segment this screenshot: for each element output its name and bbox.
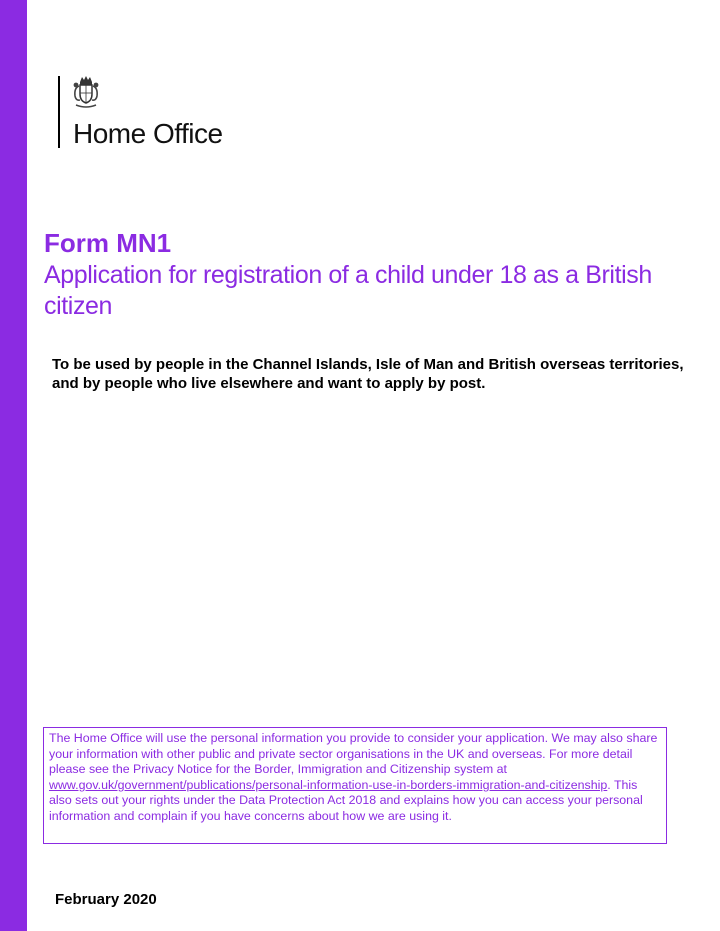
privacy-text-before: The Home Office will use the personal information you provide to consider your application. We may also share your information with other public and private sector organisations in the UK and overseas. For more detail please see the Privacy Notice for the Border, Immigration and Citizenship system at (49, 731, 658, 777)
logo-wordmark: Home Office (73, 118, 223, 149)
privacy-notice-box (43, 727, 667, 844)
intro-text: To be used by people in the Channel Islands, Isle of Man and British overseas territories, and by people who live elsewhere and want to apply by post. (52, 356, 684, 392)
publication-date: February 2020 (55, 891, 157, 908)
privacy-notice-link[interactable]: www.gov.uk/government/publications/personal-information-use-in-borders-immigration-and-citizenship (49, 777, 608, 792)
form-subtitle: Application for registration of a child under 18 as a British citizen (44, 261, 652, 320)
logo-divider (58, 76, 60, 148)
form-title: Form MN1 (44, 228, 172, 258)
home-office-logo (58, 72, 258, 152)
side-accent-bar (0, 0, 27, 931)
privacy-text-after: . This also sets out your rights under the Data Protection Act 2018 and explains how you can access your personal information and complain if you have concerns about how we are using it. (49, 777, 643, 823)
royal-coat-of-arms-icon (71, 74, 101, 112)
